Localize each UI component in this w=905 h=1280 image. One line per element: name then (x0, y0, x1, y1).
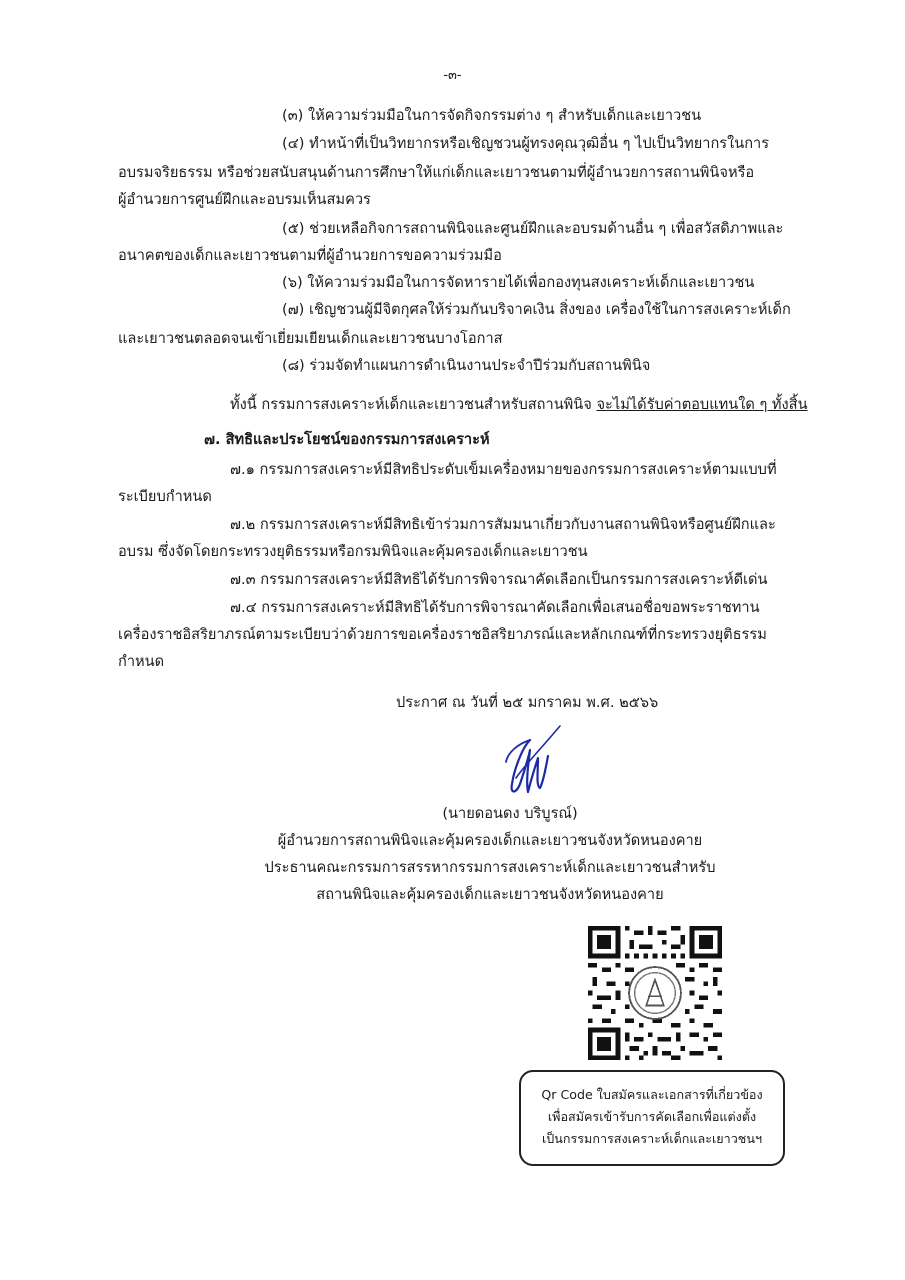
duty-4-cont-2: ผู้อำนวยการศูนย์ฝึกและอบรมเห็นสมควร (118, 191, 371, 208)
signer-name: (นายดอนดง บริบูรณ์) (442, 805, 578, 822)
note-underlined: จะไม่ได้รับค่าตอบแทนใด ๆ ทั้งสิ้น (596, 396, 808, 413)
signer-title-2: ประธานคณะกรรมการสรรหากรรมการสงเคราะห์เด็กและเยาวชนสำหรับ (264, 859, 716, 876)
item-7-3: ๗.๓ กรรมการสงเคราะห์มีสิทธิได้รับการพิจารณาคัดเลือกเป็นกรรมการสงเคราะห์ดีเด่น (230, 571, 768, 588)
item-7-4: ๗.๔ กรรมการสงเคราะห์มีสิทธิได้รับการพิจารณาคัดเลือกเพื่อเสนอชื่อขอพระราชทาน (230, 599, 760, 616)
item-7-4-cont-2: กำหนด (118, 653, 165, 670)
handwritten-signature (494, 722, 564, 802)
remuneration-note (230, 395, 808, 415)
item-7-2-cont: อบรม ซึ่งจัดโดยกระทรวงยุติธรรมหรือกรมพินิจและคุ้มครองเด็กและเยาวชน (118, 543, 588, 560)
qr-caption-line-1: Qr Code ใบสมัครและเอกสารที่เกี่ยวข้อง (541, 1087, 763, 1102)
duty-8: (๘) ร่วมจัดทำแผนการดำเนินงานประจำปีร่วมกับสถานพินิจ (282, 357, 651, 374)
duty-7: (๗) เชิญชวนผู้มีจิตกุศลให้ร่วมกันบริจาคเงิน สิ่งของ เครื่องใช้ในการสงเคราะห์เด็ก (282, 301, 791, 318)
signer-title-3: สถานพินิจและคุ้มครองเด็กและเยาวชนจังหวัดหนองคาย (316, 886, 664, 903)
qr-caption-box (519, 1070, 785, 1166)
signer-title-1: ผู้อำนวยการสถานพินิจและคุ้มครองเด็กและเยาวชนจังหวัดหนองคาย (277, 832, 703, 849)
item-7-1-cont: ระเบียบกำหนด (118, 488, 212, 505)
qr-caption-line-3: เป็นกรรมการสงเคราะห์เด็กและเยาวชนฯ (541, 1131, 763, 1146)
qr-code-image[interactable] (588, 926, 722, 1060)
item-7-2: ๗.๒ กรรมการสงเคราะห์มีสิทธิเข้าร่วมการสัมมนาเกี่ยวกับงานสถานพินิจหรือศูนย์ฝึกและ (230, 516, 776, 533)
item-7-4-cont-1: เครื่องราชอิสริยาภรณ์ตามระเบียบว่าด้วยการขอเครื่องราชอิสริยาภรณ์และหลักเกณฑ์ที่กระทรวงยุติธรรม (118, 626, 767, 643)
duty-4: (๔) ทำหน้าที่เป็นวิทยากรหรือเชิญชวนผู้ทรงคุณวุฒิอื่น ๆ ไปเป็นวิทยากรในการ (282, 135, 770, 152)
duty-4-cont-1: อบรมจริยธรรม หรือช่วยสนับสนุนด้านการศึกษาให้แก่เด็กและเยาวชนตามที่ผู้อำนวยการสถานพินิจหรือ (118, 164, 755, 181)
duty-5: (๕) ช่วยเหลือกิจการสถานพินิจและศูนย์ฝึกและอบรมด้านอื่น ๆ เพื่อสวัสดิภาพและ (282, 220, 784, 237)
page-number: -๓- (443, 68, 462, 83)
item-7-1: ๗.๑ กรรมการสงเคราะห์มีสิทธิประดับเข็มเครื่องหมายของกรรมการสงเคราะห์ตามแบบที่ (230, 461, 777, 478)
duty-7-cont-1: และเยาวชนตลอดจนเข้าเยี่ยมเยียนเด็กและเยาวชนบางโอกาส (118, 330, 503, 347)
duty-6: (๖) ให้ความร่วมมือในการจัดหารายได้เพื่อกองทุนสงเคราะห์เด็กและเยาวชน (282, 274, 755, 291)
qr-caption-line-2: เพื่อสมัครเข้ารับการคัดเลือกเพื่อแต่งตั้ง (547, 1109, 757, 1124)
note-text: ทั้งนี้ กรรมการสงเคราะห์เด็กและเยาวชนสำหรับสถานพินิจ (230, 396, 597, 413)
section-7-heading: ๗. สิทธิและประโยชน์ของกรรมการสงเคราะห์ (204, 431, 490, 448)
duty-3: (๓) ให้ความร่วมมือในการจัดกิจกรรมต่าง ๆ สำหรับเด็กและเยาวชน (282, 107, 702, 124)
announce-date: ประกาศ ณ วันที่ ๒๕ มกราคม พ.ศ. ๒๕๖๖ (396, 694, 659, 711)
duty-5-cont-1: อนาคตของเด็กและเยาวชนตามที่ผู้อำนวยการขอความร่วมมือ (118, 247, 502, 264)
